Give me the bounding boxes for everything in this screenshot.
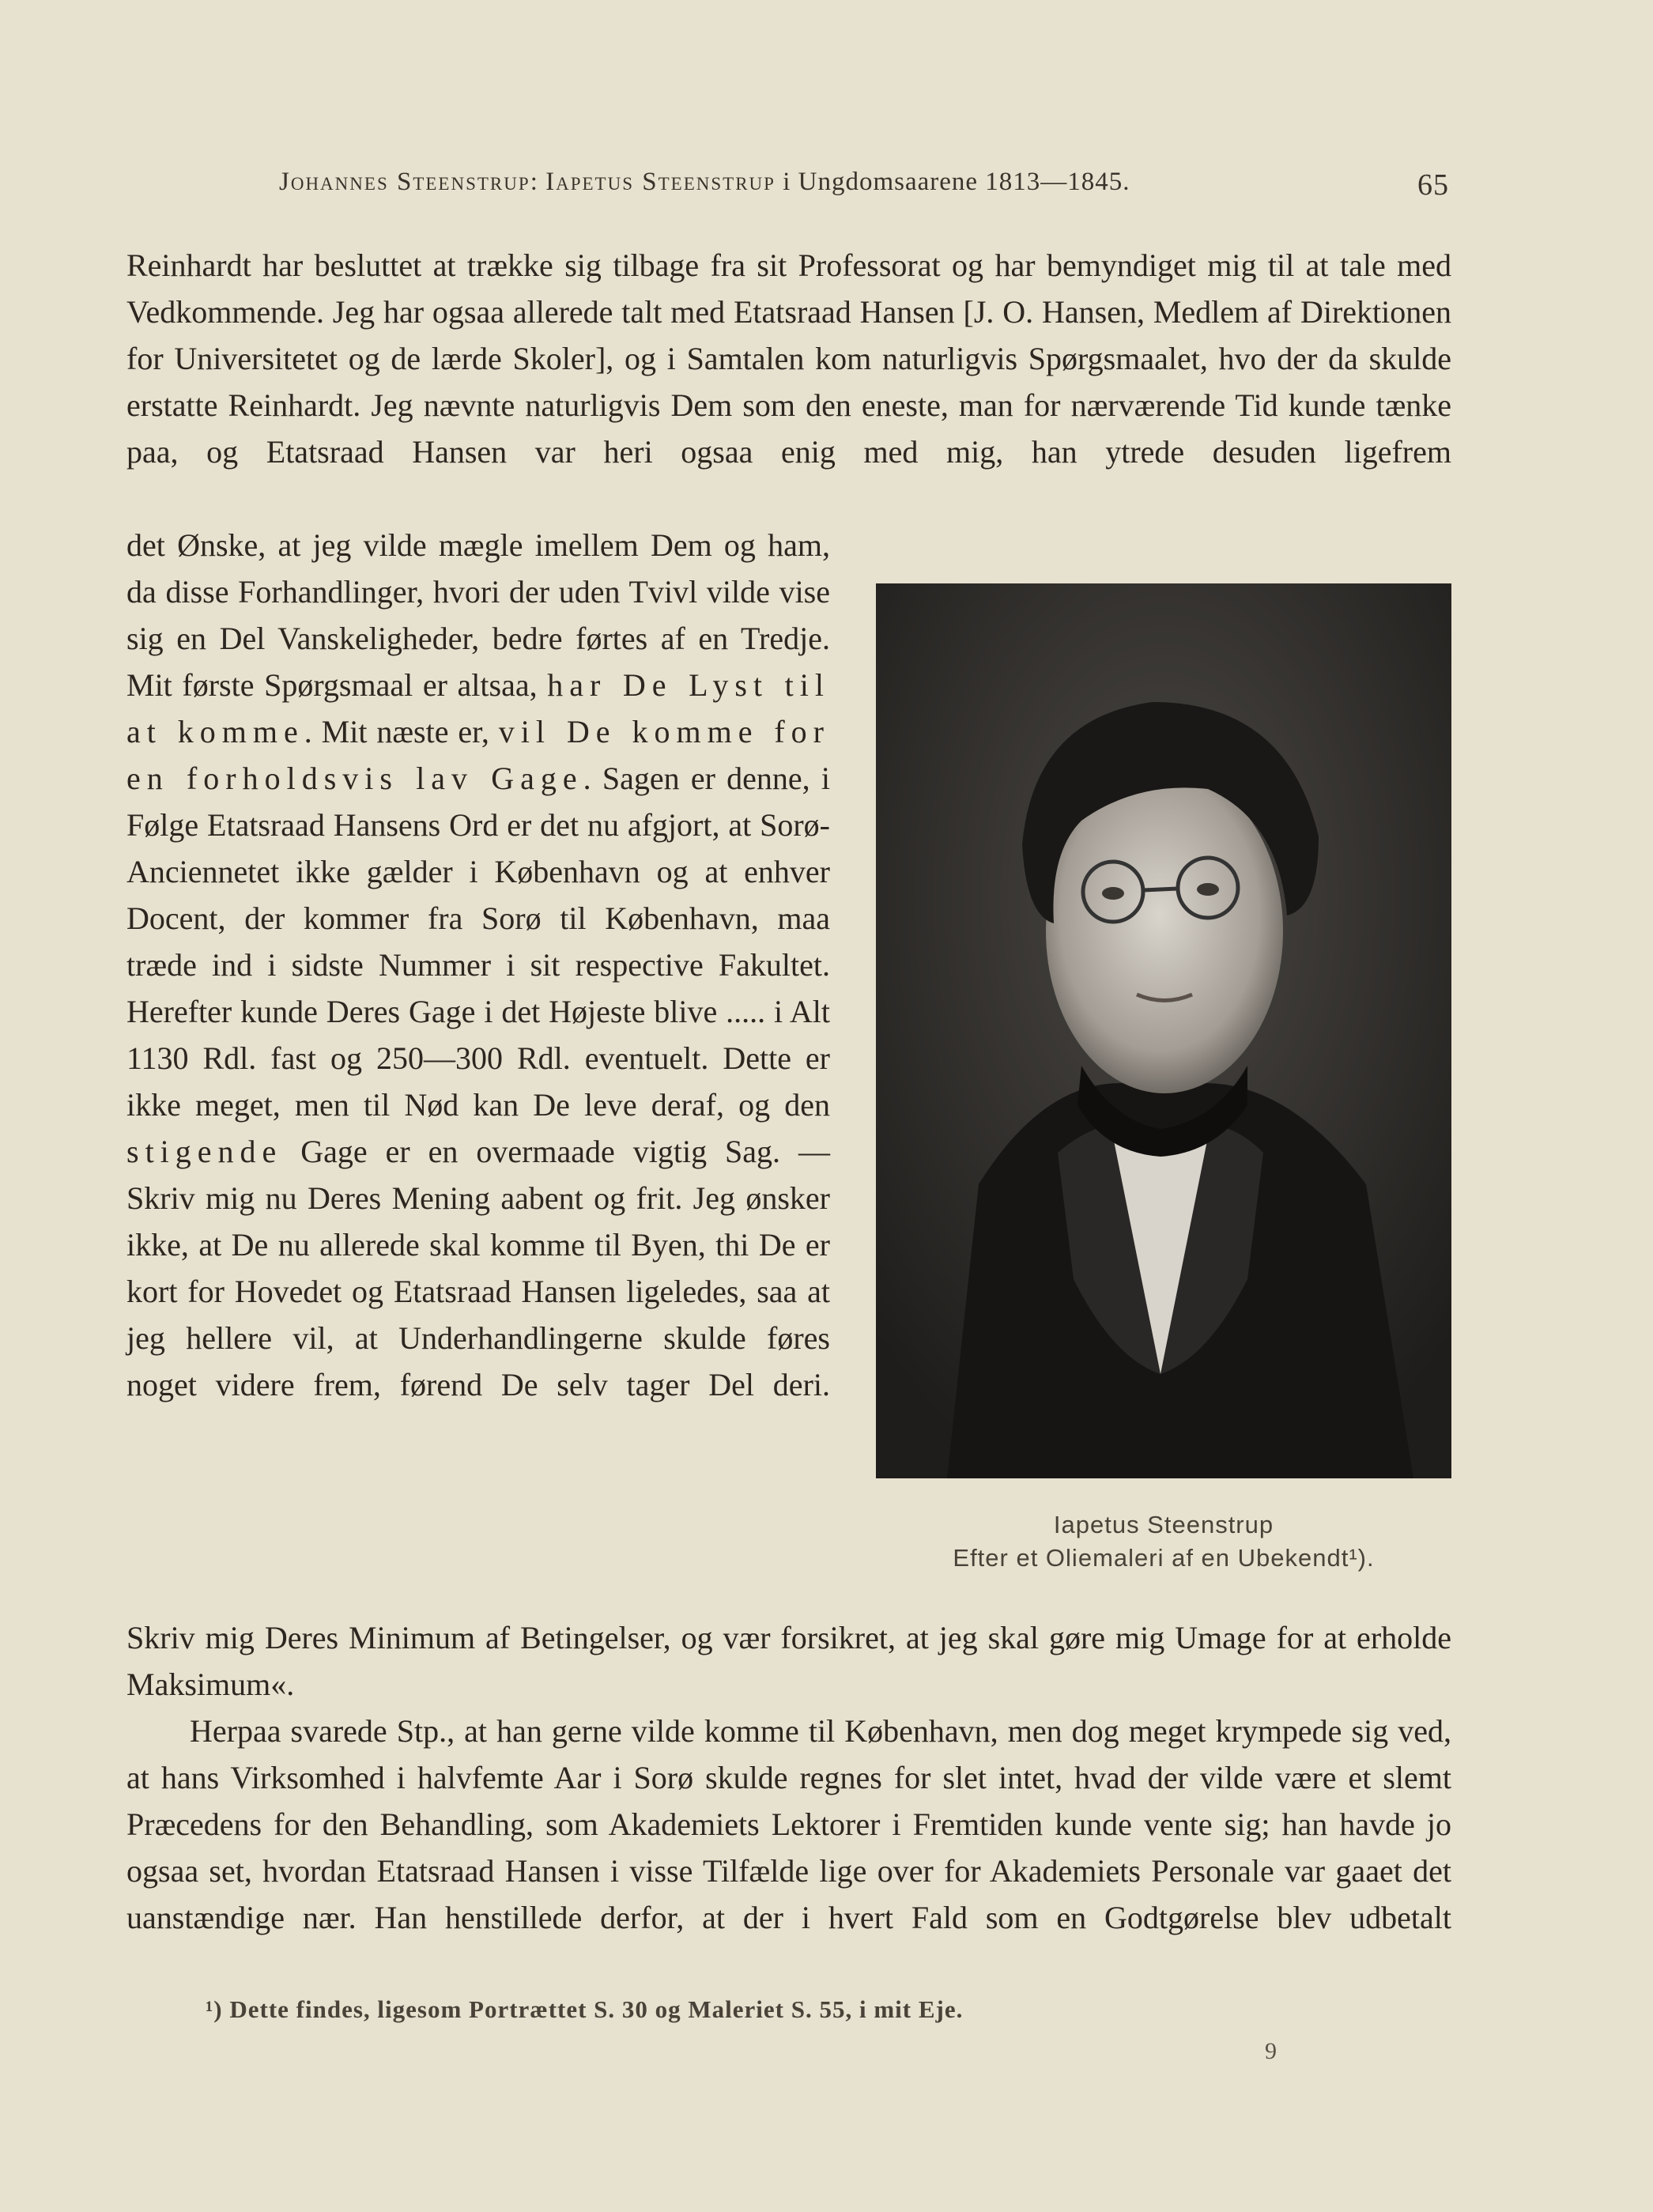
page-number: 65 [1417,168,1449,202]
header-rest: i Ungdomsaarene 1813—1845. [775,168,1130,196]
text-part: . Mit næste er, [304,714,499,749]
emphasis-text: har De Lyst til at komme [126,667,830,749]
text-part: det Ønske, at jeg vilde mægle imellem Dem og ham, da disse Forhandlinger, hvori der uden Tvivl vilde vise sig en Del Vanskeligheder, bedre førtes af en Tredje. Mit første Spørgsmaal er altsaa, [126,527,830,703]
paragraph-top: Reinhardt har besluttet at trække sig tilbage fra sit Professorat og har bemyndiget mig til at tale med Vedkommende. Jeg har ogsaa allerede talt med Etatsraad Hansen [J. O. Hansen, Medlem af Direktionen for Universitetet og de lærde Skoler], og i Samtalen kom naturligvis Spørgsmaalet, hvo der da skulde erstatte Reinhardt. Jeg nævnte naturligvis Dem som den eneste, man for nærværende Tid kunde tænke paa, og Etatsraad Hansen var heri ogsaa enig med mig, han ytrede desuden ligefrem [126,247,1451,470]
caption-title: Iapetus Steenstrup [1053,1511,1274,1538]
emphasis-text: stigende [126,1134,283,1169]
header-author: Johannes Steenstrup [279,168,530,196]
portrait-engraving-icon [876,583,1451,1478]
emphasis-text: vil De komme for en forholdsvis lav Gage [126,714,830,796]
paragraph-continued: Skriv mig Deres Minimum af Betingelser, og vær forsikret, at jeg skal gøre mig Umage for at erholde Maksimum«. [126,1620,1451,1702]
caption-source: Efter et Oliemaleri af en Ubekendt¹). [953,1544,1375,1572]
running-title [279,168,1130,197]
signature-mark: 9 [1265,2038,1277,2064]
running-header [279,168,1449,209]
footnote: ¹) Dette findes, ligesom Portrættet S. 30 og Maleriet S. 55, i mit Eje. [206,1995,964,2023]
portrait-image [876,583,1451,1478]
paragraph-wrapped [126,522,830,1408]
text-part: . Sagen er denne, i Følge Etatsraad Hansens Ord er det nu afgjort, at Sorø-Anciennetet ikke gælder i København og at enhver Docent, der kommer fra Sorø til København, maa træde ind i sidste Nummer i sit respective Fakultet. Herefter kunde Deres Gage i det Højeste blive ..... i Alt 1130 Rdl. fast og 250—300 Rdl. eventuelt. Dette er ikke meget, men til Nød kan De leve deraf, og den [126,761,830,1123]
header-separator: : [530,168,546,196]
paragraph-next: Herpaa svarede Stp., at han gerne vilde komme til København, men dog meget krympede sig ved, at hans Virksomhed i halvfemte Aar i Sorø skulde regnes for slet intet, hvad der vilde være et slemt Præcedens for den Behandling, som Akademiets Lektorer i Fremtiden kunde vente sig; han havde jo ogsaa set, hvordan Etatsraad Hansen i visse Tilfælde lige over for Akademiets Personale var gaaet det uanstændige nær. Han henstillede derfor, at der i hvert Fald som en Godtgørelse blev udbetalt [126,1713,1451,1935]
text-part: Gage er en overmaade vigtig Sag. — Skriv mig nu Deres Mening aabent og frit. Jeg ønsker ikke, at De nu allerede skal komme til Byen, thi De er kort for Hovedet og Etatsraad Hansen ligeledes, saa at jeg hellere vil, at Underhandlingerne skulde føres noget videre frem, førend De selv tager Del deri. [126,1134,830,1402]
header-subject: Iapetus Steenstrup [545,168,776,196]
figure-caption [876,1508,1451,1575]
